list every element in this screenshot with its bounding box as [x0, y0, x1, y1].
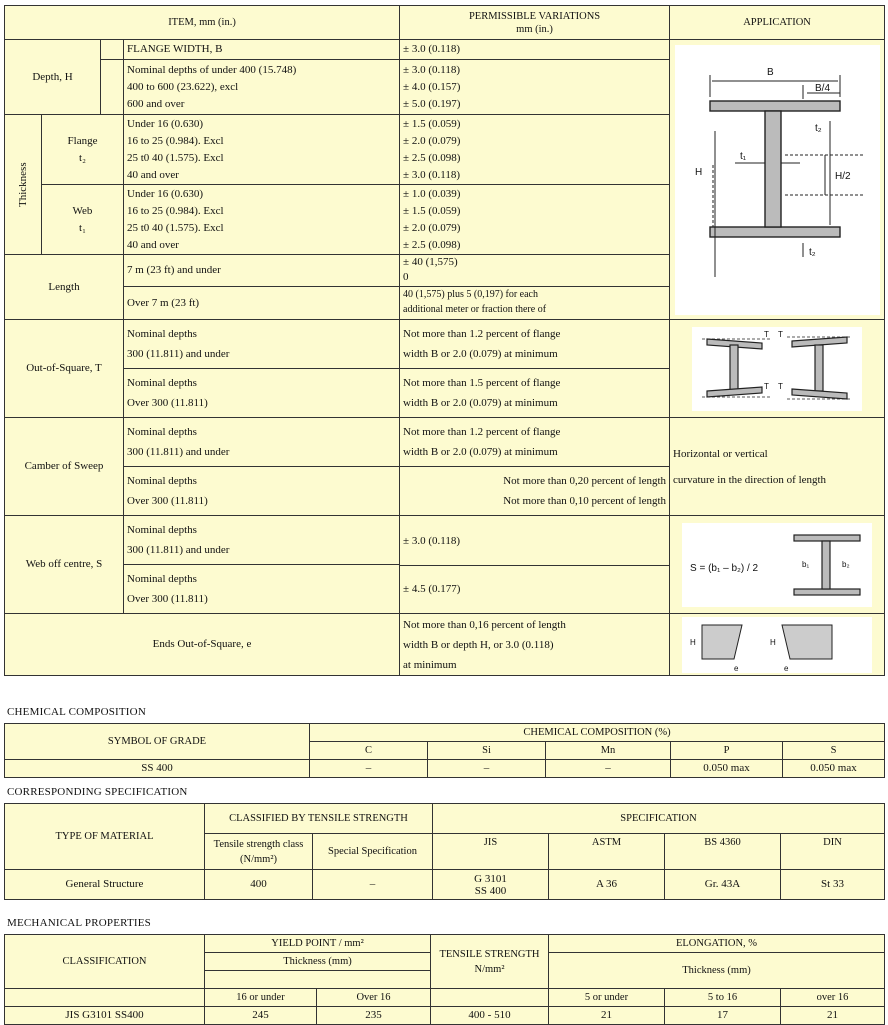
- depth-items: Nominal depths of under 400 (15.748) 400 to 600 (23.622), excl 600 and over: [124, 60, 400, 115]
- ends-label: Ends Out-of-Square, e: [5, 614, 400, 676]
- camber-application: Horizontal or vertical curvature in the direction of length: [670, 418, 885, 516]
- length-label: Length: [5, 255, 124, 320]
- length-tol-1a: ± 40 (1,575): [403, 256, 458, 268]
- web-off-figure-cell: [670, 516, 885, 614]
- chem-col-si: Si: [428, 742, 546, 760]
- out-of-square-diagram: [692, 327, 862, 411]
- fig-label-t-4: T: [778, 381, 783, 391]
- spec-type: General Structure: [5, 870, 205, 900]
- ends-tol: Not more than 0,16 percent of length width B or depth H, or 3.0 (0.118) at minimum: [400, 614, 670, 676]
- spec-astm: A 36: [549, 870, 665, 900]
- web-off-label: Web off centre, S: [5, 516, 124, 614]
- fig-label-e-1: e: [734, 663, 739, 673]
- mech-y2: 235: [317, 1007, 431, 1025]
- length-tol-2a: 40 (1,575) plus 5 (0,197) for each: [403, 289, 538, 300]
- fig-label-h-ends-2: H: [770, 637, 776, 647]
- fig-label-t2: t₂: [814, 122, 822, 134]
- chem-si: –: [428, 760, 546, 778]
- fig-label-h-ends-1: H: [690, 637, 696, 647]
- fig-label-h: H: [694, 166, 702, 178]
- flange-width-tol: ± 3.0 (0.118): [400, 40, 670, 60]
- spec-header-special: Special Specification: [313, 834, 433, 870]
- spec-col-jis: JIS: [433, 834, 549, 870]
- camber-label: Camber of Sweep: [5, 418, 124, 516]
- fig-label-e-2: e: [784, 663, 789, 673]
- mech-ts: 400 - 510: [431, 1007, 549, 1025]
- header-permissible: PERMISSIBLE VARIATIONS mm (in.): [400, 6, 670, 40]
- square-label: Out-of-Square, T: [5, 320, 124, 418]
- header-application: APPLICATION: [670, 6, 885, 40]
- spec-header-tensile: Tensile strength class (N/mm²): [205, 834, 313, 870]
- spec-col-bs: BS 4360: [665, 834, 781, 870]
- ends-out-of-square-diagram: [682, 617, 872, 673]
- depth-label: Depth, H: [5, 40, 101, 115]
- fig-label-b1: b₁: [802, 559, 810, 569]
- fig-label-t-1: T: [764, 329, 769, 339]
- chem-col-s: S: [783, 742, 885, 760]
- mech-e3: 21: [781, 1007, 885, 1025]
- h-beam-figure-cell: [670, 40, 885, 320]
- spec-col-din: DIN: [781, 834, 885, 870]
- mech-header-class: CLASSIFICATION: [5, 935, 205, 989]
- h-beam-dimension-diagram: [675, 45, 880, 315]
- header-item: ITEM, mm (in.): [5, 6, 400, 40]
- square-figure-cell: [670, 320, 885, 418]
- tolerance-table: ITEM, mm (in.) PERMISSIBLE VARIATIONS mm (in.) APPLICATION Depth, H FLANGE WIDTH, B ± 3.0 (0.118) B B/4 t₂ H t₁ H/2 t₂ Nominal depths of under 400 (15.748) 400 to 600 (23.622), excl 600 and over ± 3.0 (0.118) ± 4.0 (0.157) ± 5.0 (0.197) Thickness Flange t₂ Under 16 (0.630) 16 to 25 (0.984). Excl 25 t0 40 (1.575). Excl 40 and over ± 1.5 (0.059) ± 2.0 (0.079) ± 2.5 (0.098) ± 3.0 (0.118) Web t₁ Under 16 (0.630) 16 to 25 (0.984). Excl 25 t0 40 (1.575). Excl 40 and over ± 1.0 (0.039) ± 1.5 (0.059) ± 2.0 (0.079) ± 2.5 (0.098) Length 7 m (23 ft) and under Over 7 m (23 ft) ± 40 (1,575) 0 40 (1,575) plus 5 (0,197) for each additional meter or fraction there of Out-of-Square, T Nominal depths 300 (11.811) and under Nominal depths Over 300 (11.811) Not more than 1.2 percent of flange width B or 2.0 (0.079) at minimum Not more than 1.5 percent of flange width B or 2.0 (0.079) at minimum T T T T Camber of Sweep Nominal depths 300 (11.811) and under Nominal depths Over 300 (11.811) Not more than 1.2 percent of flange width B or 2.0 (0.079) at minimum Not more than 0,20 percent of length Not more than 0,10 percent of length Horizontal or vertical curvature in the direction of length Web off centre, S Nominal depths 300 (11.811) and under Nominal depths Over 300 (11.811) ± 3.0 (0.118) ± 4.5 (0.177) S = (b₁ – b₂) / 2 b₁ b₂ Ends Out-of-Square, e Not more than 0,16 percent of length width B or depth H, or 3.0 (0.118) at minimum H H e e: [4, 5, 885, 676]
- fig-label-t-2: T: [778, 329, 783, 339]
- mech-sub-5under: 5 or under: [549, 989, 665, 1007]
- chem-col-c: C: [310, 742, 428, 760]
- fig-label-t-3: T: [764, 381, 769, 391]
- web-off-centre-diagram: [682, 523, 872, 607]
- mech-header-tensile: TENSILE STRENGTH N/mm²: [431, 935, 549, 989]
- fig-label-t2-bottom: t₂: [808, 246, 816, 258]
- fig-label-b2: b₂: [842, 559, 850, 569]
- mech-sub-5to16: 5 to 16: [665, 989, 781, 1007]
- fig-label-b4: B/4: [814, 82, 830, 94]
- mech-title: MECHANICAL PROPERTIES: [7, 917, 152, 929]
- mech-sub-16under: 16 or under: [205, 989, 317, 1007]
- chem-title: CHEMICAL COMPOSITION: [7, 706, 146, 718]
- chem-c: –: [310, 760, 428, 778]
- fig-label-t1: t₁: [739, 150, 746, 162]
- flange-thickness-tols: ± 1.5 (0.059) ± 2.0 (0.079) ± 2.5 (0.098) ± 3.0 (0.118): [400, 115, 670, 185]
- spec-title: CORRESPONDING SPECIFICATION: [7, 786, 188, 798]
- spec-header-class: CLASSIFIED BY TENSILE STRENGTH: [205, 804, 433, 834]
- spec-jis: G 3101 SS 400: [433, 870, 549, 900]
- flange-width-label: FLANGE WIDTH, B: [124, 40, 400, 60]
- mech-sub-over16-e: over 16: [781, 989, 885, 1007]
- chem-grade: SS 400: [5, 760, 310, 778]
- chem-table: [4, 723, 885, 778]
- spec-table: [4, 803, 885, 900]
- mech-header-elong: ELONGATION, %: [549, 935, 885, 953]
- flange-label: Flange t₂: [42, 115, 124, 185]
- spec-col-astm: ASTM: [549, 834, 665, 870]
- thickness-label: Thickness: [5, 115, 42, 255]
- web-off-formula: S = (b₁ – b₂) / 2: [690, 562, 759, 574]
- chem-p: 0.050 max: [671, 760, 783, 778]
- mech-header-thick2: Thickness (mm): [549, 953, 885, 989]
- chem-header-grade: SYMBOL OF GRADE: [5, 724, 310, 760]
- spec-din: St 33: [781, 870, 885, 900]
- fig-label-h2: H/2: [834, 170, 851, 182]
- mech-e1: 21: [549, 1007, 665, 1025]
- length-tol-1b: 0: [403, 271, 409, 283]
- spec-header-spec: SPECIFICATION: [433, 804, 885, 834]
- spec-special: –: [313, 870, 433, 900]
- mech-sub-over16: Over 16: [317, 989, 431, 1007]
- length-tol-2b: additional meter or fraction there of: [403, 304, 547, 315]
- spec-header-type: TYPE OF MATERIAL: [5, 804, 205, 870]
- length-item-2: Over 7 m (23 ft): [127, 297, 200, 309]
- web-off-tol-2: ± 4.5 (0.177): [403, 582, 461, 595]
- web-thickness-items: Under 16 (0.630) 16 to 25 (0.984). Excl 25 t0 40 (1.575). Excl 40 and over: [124, 185, 400, 255]
- chem-col-p: P: [671, 742, 783, 760]
- spec-bs: Gr. 43A: [665, 870, 781, 900]
- spec-tensile: 400: [205, 870, 313, 900]
- mech-cls: JIS G3101 SS400: [5, 1007, 205, 1025]
- mech-y1: 245: [205, 1007, 317, 1025]
- chem-s: 0.050 max: [783, 760, 885, 778]
- chem-header-comp: CHEMICAL COMPOSITION (%): [310, 724, 885, 742]
- web-off-tol-1: ± 3.0 (0.118): [400, 517, 669, 566]
- web-thickness-tols: ± 1.0 (0.039) ± 1.5 (0.059) ± 2.0 (0.079) ± 2.5 (0.098): [400, 185, 670, 255]
- fig-label-b: B: [766, 66, 774, 78]
- chem-col-mn: Mn: [546, 742, 671, 760]
- mech-header-thick: Thickness (mm): [205, 953, 431, 971]
- flange-thickness-items: Under 16 (0.630) 16 to 25 (0.984). Excl 25 t0 40 (1.575). Excl 40 and over: [124, 115, 400, 185]
- mech-table: [4, 934, 885, 1025]
- depth-tols: ± 3.0 (0.118) ± 4.0 (0.157) ± 5.0 (0.197): [400, 60, 670, 115]
- ends-figure-cell: [670, 614, 885, 676]
- mech-header-yield: YIELD POINT / mm²: [205, 935, 431, 953]
- length-item-1: 7 m (23 ft) and under: [124, 255, 399, 287]
- chem-mn: –: [546, 760, 671, 778]
- mech-e2: 17: [665, 1007, 781, 1025]
- web-label: Web t₁: [42, 185, 124, 255]
